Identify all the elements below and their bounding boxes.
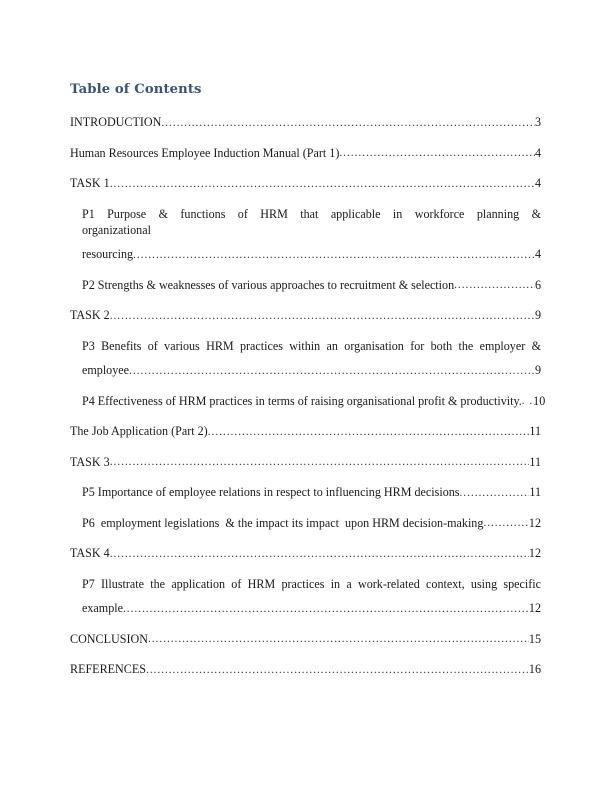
toc-entry-label: P4 Effectiveness of HRM practices in terms of raising organisational profit & productivity. bbox=[82, 393, 522, 408]
toc-entry-label: P6 employment legislations & the impact its impact upon HRM decision-making bbox=[82, 515, 484, 530]
toc-entry-task-2[interactable] bbox=[70, 307, 541, 324]
toc-entry-label: The Job Application (Part 2) bbox=[70, 424, 208, 438]
toc-entry-label: TASK 1 bbox=[70, 176, 110, 190]
dot-leader bbox=[110, 308, 535, 324]
toc-entry-task-3[interactable] bbox=[70, 454, 541, 471]
toc-entry-p2[interactable] bbox=[82, 277, 541, 294]
toc-entry-label: P7 Illustrate the application of HRM practices in a work-related context, using specific bbox=[82, 576, 541, 591]
dot-leader bbox=[146, 662, 529, 678]
dot-leader bbox=[123, 601, 529, 617]
toc-entry-continuation bbox=[82, 600, 541, 617]
toc-entry-continuation bbox=[82, 246, 541, 263]
dot-leader bbox=[161, 115, 535, 131]
toc-page-number: 4 bbox=[534, 176, 541, 190]
toc-entry-label: CONCLUSION bbox=[70, 631, 148, 646]
toc-page-number: 4 bbox=[534, 247, 541, 261]
toc-entry-label: Human Resources Employee Induction Manual (Part 1) bbox=[70, 145, 340, 160]
table-of-contents-list bbox=[70, 114, 548, 692]
toc-entry-introduction[interactable] bbox=[70, 114, 541, 131]
toc-entry-label: P1 Purpose & functions of HRM that applicable in workforce planning & organizational bbox=[82, 206, 548, 237]
dot-leader bbox=[110, 176, 535, 192]
toc-entry-label-continued: resourcing bbox=[82, 247, 134, 261]
toc-entry-p4[interactable] bbox=[82, 393, 546, 410]
dot-leader bbox=[129, 363, 535, 379]
dot-leader bbox=[522, 393, 533, 409]
toc-entry-label-continued: employee bbox=[82, 363, 130, 377]
toc-entry-label: P5 Importance of employee relations in respect to influencing HRM decisions bbox=[82, 485, 460, 499]
toc-entry-p6[interactable] bbox=[82, 515, 541, 532]
dot-leader bbox=[454, 277, 535, 293]
page-title: Table of Contents bbox=[70, 82, 202, 97]
dot-leader bbox=[110, 454, 530, 470]
dot-leader bbox=[483, 515, 529, 531]
toc-page-number: 15 bbox=[528, 631, 541, 646]
toc-page-number: 11 bbox=[529, 424, 541, 438]
toc-page-number: 12 bbox=[528, 601, 541, 615]
dot-leader bbox=[460, 485, 530, 501]
dot-leader bbox=[110, 546, 529, 562]
toc-entry-label: TASK 3 bbox=[70, 454, 110, 469]
toc-page-number: 6 bbox=[534, 277, 541, 292]
toc-entry-conclusion[interactable] bbox=[70, 631, 541, 648]
toc-entry-label: INTRODUCTION bbox=[70, 115, 162, 129]
toc-entry-label: P3 Benefits of various HRM practices within an organisation for both the employer & bbox=[82, 338, 541, 353]
dot-leader bbox=[148, 631, 529, 647]
toc-page-number: 9 bbox=[534, 308, 541, 322]
toc-entry-task-4[interactable] bbox=[70, 545, 541, 562]
toc-entry-label: TASK 2 bbox=[70, 308, 110, 322]
toc-entry-label: TASK 4 bbox=[70, 546, 110, 560]
toc-page-number: 11 bbox=[529, 454, 541, 469]
toc-entry-hr-manual-part1[interactable] bbox=[70, 145, 541, 162]
toc-page-number: 12 bbox=[528, 546, 541, 560]
toc-entry-p5[interactable] bbox=[82, 484, 541, 501]
toc-page-number: 16 bbox=[528, 662, 541, 676]
toc-entry-task-1[interactable] bbox=[70, 175, 541, 192]
toc-entry-continuation bbox=[82, 362, 541, 379]
dot-leader bbox=[208, 424, 530, 440]
toc-page-number: 9 bbox=[534, 363, 541, 377]
toc-page-number: 3 bbox=[534, 115, 541, 129]
toc-entry-label: P2 Strengths & weaknesses of various approaches to recruitment & selection bbox=[82, 277, 455, 292]
dot-leader bbox=[133, 247, 535, 263]
toc-page-number: 11 bbox=[529, 485, 541, 499]
toc-entry-p7[interactable] bbox=[82, 576, 541, 618]
toc-page-number: 10 bbox=[533, 393, 546, 408]
toc-page-number: 12 bbox=[528, 515, 541, 530]
toc-page-number: 4 bbox=[534, 145, 541, 160]
toc-entry-job-application-part2[interactable] bbox=[70, 423, 541, 440]
toc-entry-p1[interactable] bbox=[82, 206, 548, 264]
toc-entry-references[interactable] bbox=[70, 661, 541, 678]
toc-entry-label-continued: example bbox=[82, 601, 123, 615]
toc-entry-p3[interactable] bbox=[82, 338, 541, 380]
toc-entry-label: REFERENCES bbox=[70, 662, 146, 676]
dot-leader bbox=[339, 145, 535, 161]
